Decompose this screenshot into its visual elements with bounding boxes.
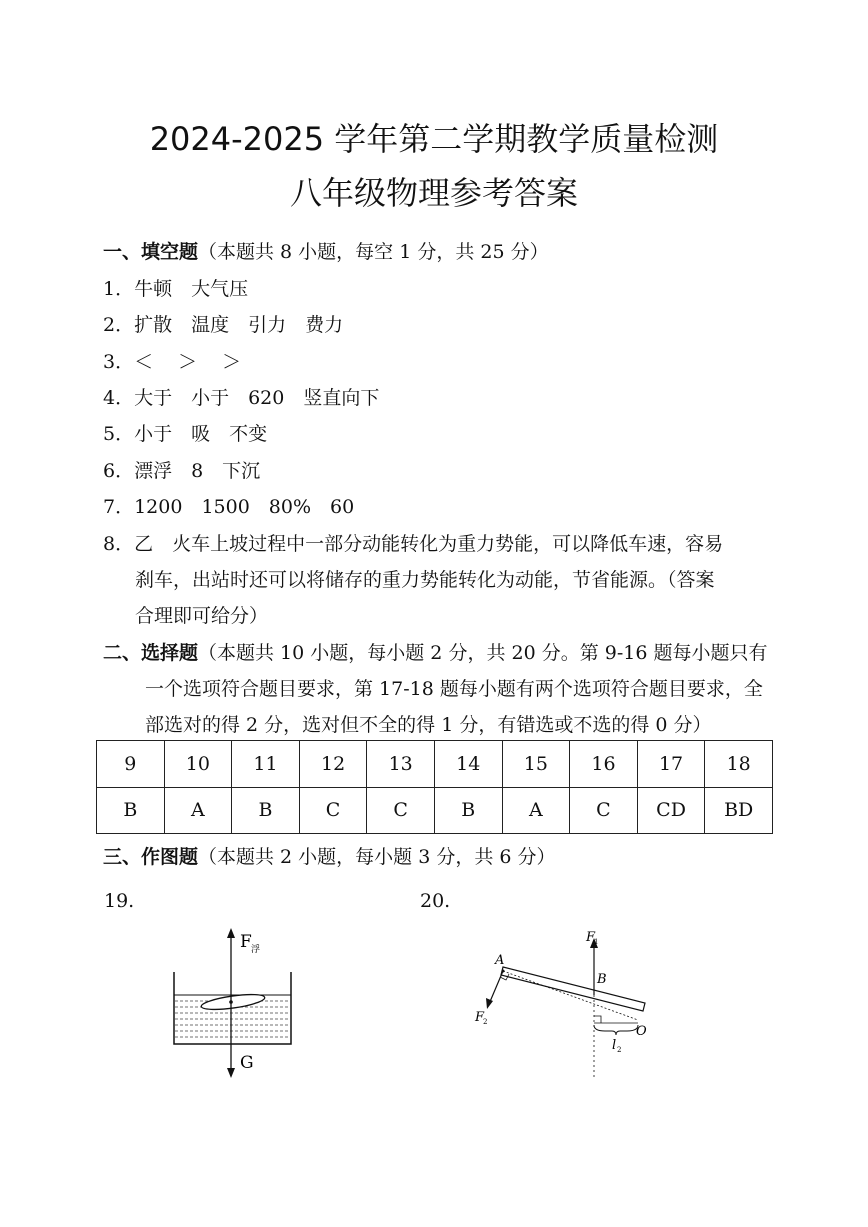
table-cell: B xyxy=(232,787,300,834)
l2-label-subscript: 2 xyxy=(617,1046,622,1054)
f2-arrow-head xyxy=(486,998,493,1009)
f1-label-subscript: 1 xyxy=(594,938,599,946)
figure-19-diagram xyxy=(160,920,310,1085)
table-cell: 10 xyxy=(164,741,232,788)
table-row-answers xyxy=(97,787,773,834)
table-row-numbers xyxy=(97,741,773,788)
section-2-header xyxy=(103,641,767,665)
table-cell: CD xyxy=(637,787,705,834)
right-angle-mark-l2 xyxy=(594,1016,601,1023)
arrow-up-head xyxy=(227,928,235,938)
table-cell: C xyxy=(367,787,435,834)
section-3-heading: 三、作图题 xyxy=(103,846,199,868)
table-cell: 13 xyxy=(367,741,435,788)
section-1-header xyxy=(103,240,549,264)
title-line-2: 八年级物理参考答案 xyxy=(289,174,578,212)
title-line-1: 2024-2025 学年第二学期教学质量检测 xyxy=(149,120,719,158)
answer-item-5: 5．小于 吸 不变 xyxy=(103,423,268,445)
point-a-label: A xyxy=(495,953,505,968)
table-cell: 12 xyxy=(299,741,367,788)
answer-item-8-line-3: 合理即可给分） xyxy=(135,605,269,627)
answer-item-6: 6．漂浮 8 下沉 xyxy=(103,460,261,482)
lever-bar xyxy=(501,967,645,1011)
f2-arrow xyxy=(489,971,503,1004)
table-cell: B xyxy=(434,787,502,834)
section-1-heading: 一、填空题 xyxy=(103,241,199,263)
table-cell: B xyxy=(97,787,165,834)
answer-item-8-line-2: 刹车，出站时还可以将储存的重力势能转化为动能，节省能源。（答案 xyxy=(135,569,715,591)
point-b-label: B xyxy=(597,972,607,987)
answer-item-8-line-1: 8．乙 火车上坡过程中一部分动能转化为重力势能，可以降低车速，容易 xyxy=(103,533,724,555)
f2-label-subscript: 2 xyxy=(483,1018,488,1026)
answer-item-2: 2．扩散 温度 引力 费力 xyxy=(103,314,344,336)
table-cell: C xyxy=(299,787,367,834)
figure-20-diagram xyxy=(470,920,670,1085)
l2-label: l xyxy=(612,1038,617,1053)
table-cell: C xyxy=(570,787,638,834)
table-cell: 11 xyxy=(232,741,300,788)
l2-brace xyxy=(594,1025,638,1035)
section-3-note: （本题共 2 小题，每小题 3 分，共 6 分） xyxy=(198,846,556,868)
buoyancy-label: F xyxy=(240,932,252,952)
table-cell: 14 xyxy=(434,741,502,788)
answer-item-1: 1．牛顿 大气压 xyxy=(103,278,249,300)
center-point xyxy=(229,1000,233,1004)
point-o-label: O xyxy=(636,1024,647,1039)
table-cell: BD xyxy=(705,787,773,834)
answer-item-3: 3．＜ ＞ ＞ xyxy=(103,351,242,373)
arrow-down-head xyxy=(227,1068,235,1078)
table-cell: A xyxy=(502,787,570,834)
figure-20-number: 20. xyxy=(420,890,451,912)
table-cell: 9 xyxy=(97,741,165,788)
table-cell: 17 xyxy=(637,741,705,788)
section-1-note: （本题共 8 小题，每空 1 分，共 25 分） xyxy=(198,241,549,263)
buoyancy-label-subscript: 浮 xyxy=(251,945,261,955)
point-a-dot xyxy=(502,970,505,973)
f1-label: F xyxy=(586,930,596,945)
table-cell: 15 xyxy=(502,741,570,788)
gravity-label: G xyxy=(240,1053,254,1073)
answer-item-7: 7．1200 1500 80% 60 xyxy=(103,496,355,518)
answer-table xyxy=(96,740,773,834)
figure-19-number: 19. xyxy=(104,890,135,912)
table-cell: 16 xyxy=(570,741,638,788)
section-2-note-line-3: 部选对的得 2 分，选对但不全的得 1 分，有错选或不选的得 0 分） xyxy=(145,714,712,736)
table-cell: A xyxy=(164,787,232,834)
section-2-heading: 二、选择题 xyxy=(103,642,199,664)
answer-item-4: 4．大于 小于 620 竖直向下 xyxy=(103,387,380,409)
section-2-note-line-1: （本题共 10 小题，每小题 2 分，共 20 分。第 9-16 题每小题只有 xyxy=(198,642,768,664)
f2-label: F xyxy=(475,1010,485,1025)
table-cell: 18 xyxy=(705,741,773,788)
section-2-note-line-2: 一个选项符合题目要求，第 17-18 题每小题有两个选项符合题目要求，全 xyxy=(145,678,763,700)
section-3-header xyxy=(103,845,556,869)
